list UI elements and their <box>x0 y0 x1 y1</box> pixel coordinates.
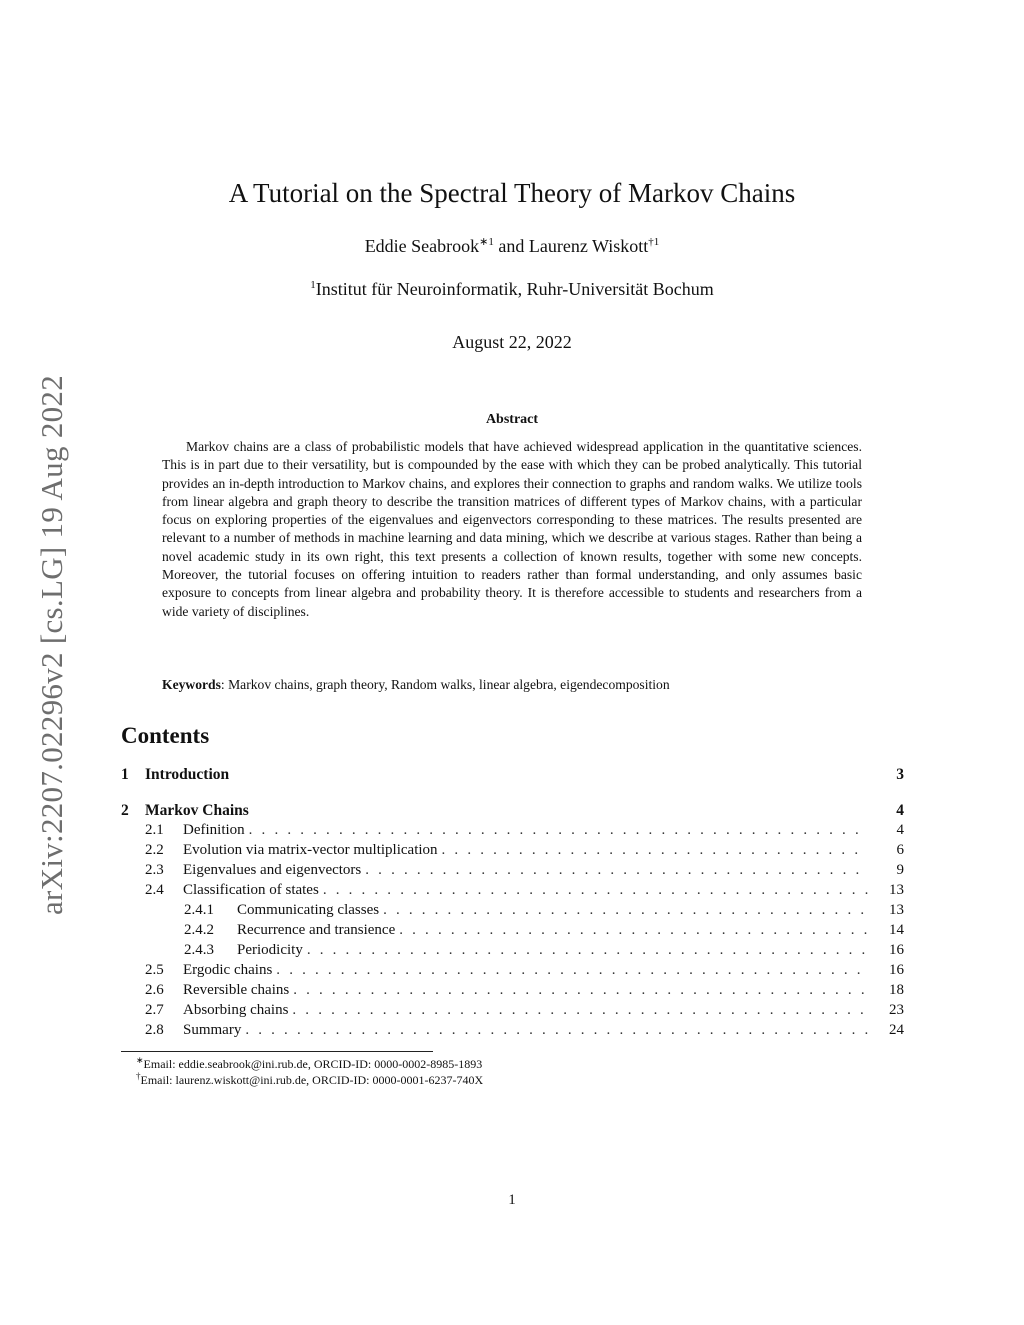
abstract-heading: Abstract <box>485 412 539 427</box>
toc-entry-row[interactable] <box>121 882 904 902</box>
toc-section-number: 2 <box>121 802 129 819</box>
toc-entry-row[interactable] <box>121 1002 904 1022</box>
toc-leader-dots <box>276 962 868 979</box>
author-name: Laurenz Wiskott <box>528 236 649 256</box>
toc-leader-dots <box>293 982 868 999</box>
toc-section-title: Markov Chains <box>145 802 249 819</box>
author-mark: †1 <box>648 236 660 248</box>
toc-section-2 <box>121 802 904 1042</box>
toc-entry-number: 2.2 <box>145 842 164 858</box>
affiliation-text: Institut für Neuroinformatik, Ruhr-Universität Bochum <box>315 279 714 299</box>
footnote <box>136 1056 483 1072</box>
toc-entry-row[interactable] <box>121 862 904 882</box>
toc-entry-title: Ergodic chains <box>183 962 273 978</box>
toc-subentry-row[interactable] <box>121 922 904 942</box>
toc-entry-number: 2.7 <box>145 1002 164 1018</box>
toc-entry-title: Classification of states <box>183 882 319 898</box>
toc-leader-dots <box>383 902 868 919</box>
toc-section-row[interactable] <box>121 802 904 822</box>
toc-section-title: Introduction <box>145 766 230 783</box>
toc-entry-page: 24 <box>889 1022 904 1038</box>
toc-entry-row[interactable] <box>121 1022 904 1042</box>
toc-leader-dots <box>323 882 868 899</box>
keywords-line: Keywords: Markov chains, graph theory, Random walks, linear algebra, eigendecomposition <box>162 677 670 692</box>
keywords-label: Keywords <box>162 677 221 692</box>
footnotes <box>136 1056 483 1088</box>
toc-entry-page: 16 <box>889 962 904 978</box>
toc-entry-page: 6 <box>896 842 904 858</box>
toc-entry-page: 4 <box>896 822 904 838</box>
toc-entry-number: 2.4.1 <box>184 902 214 918</box>
footnote <box>136 1072 483 1088</box>
footnote-text: Email: eddie.seabrook@ini.rub.de, ORCID-ID: 0000-0002-8985-1893 <box>143 1057 483 1071</box>
contents-heading: Contents <box>121 723 210 748</box>
author-line <box>0 236 1024 257</box>
toc-leader-dots <box>442 842 868 859</box>
toc-leader-dots <box>365 862 868 879</box>
toc-entry-page: 14 <box>889 922 904 938</box>
affiliation-mark: 1 <box>310 279 316 291</box>
toc-entry-page: 13 <box>889 902 904 918</box>
toc-entry-number: 2.4 <box>145 882 164 898</box>
paper-date: August 22, 2022 <box>452 332 572 352</box>
arxiv-stamp: arXiv:2207.02296v2 [cs.LG] 19 Aug 2022 <box>34 374 69 916</box>
toc-section-page: 4 <box>896 802 904 819</box>
toc-section-number: 1 <box>121 766 129 783</box>
toc-entry-page: 9 <box>896 862 904 878</box>
toc-entry-number: 2.6 <box>145 982 164 998</box>
toc-section-row[interactable] <box>121 766 904 786</box>
keywords-text: Markov chains, graph theory, Random walks, linear algebra, eigendecomposition <box>228 677 670 692</box>
toc-entry-title: Periodicity <box>237 942 303 958</box>
toc-entry-title: Absorbing chains <box>183 1002 289 1018</box>
toc-entry-page: 18 <box>889 982 904 998</box>
toc-leader-dots <box>292 1002 868 1019</box>
toc-entry-title: Definition <box>183 822 245 838</box>
toc-leader-dots <box>399 922 868 939</box>
author-joiner: and <box>498 236 525 256</box>
toc-leader-dots <box>249 822 868 839</box>
toc-entry-page: 16 <box>889 942 904 958</box>
toc-leader-dots <box>245 1022 868 1039</box>
toc-entry-number: 2.8 <box>145 1022 164 1038</box>
footnote-mark: † <box>136 1071 141 1081</box>
toc-entry-number: 2.4.3 <box>184 942 214 958</box>
toc-entry-title: Eigenvalues and eigenvectors <box>183 862 362 878</box>
abstract-text: Markov chains are a class of probabilistic models that have achieved widespread application in the quantitative sciences. This is in part due to their versatility, but is compounded by the ease with which they can be probed analytically. This tutorial provides an in-depth introduction to Markov chains, and explores their connection to graphs and random walks. We utilize tools from linear algebra and graph theory to describe the transition matrices of different types of Markov chains, with a particular focus on exploring properties of the eigenvalues and eigenvectors corresponding to these matrices. The results presented are relevant to a number of methods in machine learning and data mining, which we describe at various stages. Rather than being a novel academic study in its own right, this text presents a collection of known results, together with some new concepts. Moreover, the tutorial focuses on offering intuition to readers rather than formal understanding, and only assumes basic exposure to concepts from linear algebra and probability theory. It is therefore accessible to students and researchers from a wide variety of disciplines. <box>162 439 862 619</box>
toc-entry-title: Summary <box>183 1022 242 1038</box>
toc-entry-row[interactable] <box>121 822 904 842</box>
toc-entry-row[interactable] <box>121 842 904 862</box>
author-mark: ∗1 <box>479 236 494 248</box>
toc-entry-number: 2.1 <box>145 822 164 838</box>
toc-entry-title: Recurrence and transience <box>237 922 396 938</box>
author-name: Eddie Seabrook <box>364 236 480 256</box>
toc-leader-dots <box>307 942 868 959</box>
toc-entry-page: 13 <box>889 882 904 898</box>
toc-section-page: 3 <box>896 766 904 783</box>
toc-entry-number: 2.3 <box>145 862 164 878</box>
toc-entry-row[interactable] <box>121 962 904 982</box>
toc-entry-row[interactable] <box>121 982 904 1002</box>
toc-entry-title: Evolution via matrix-vector multiplication <box>183 842 438 858</box>
footnote-rule <box>121 1051 433 1052</box>
page-number: 1 <box>508 1192 516 1208</box>
toc-entry-number: 2.5 <box>145 962 164 978</box>
toc-entry-page: 23 <box>889 1002 904 1018</box>
footnote-mark: ∗ <box>136 1055 144 1065</box>
toc-entry-number: 2.4.2 <box>184 922 214 938</box>
toc-entry-title: Reversible chains <box>183 982 290 998</box>
paper-title: A Tutorial on the Spectral Theory of Markov Chains <box>228 178 796 208</box>
footnote-text: Email: laurenz.wiskott@ini.rub.de, ORCID-ID: 0000-0001-6237-740X <box>140 1073 484 1087</box>
toc-subentry-row[interactable] <box>121 942 904 962</box>
affiliation <box>0 279 1024 300</box>
toc-section-1 <box>121 766 904 786</box>
toc-entry-title: Communicating classes <box>237 902 380 918</box>
toc-subentry-row[interactable] <box>121 902 904 922</box>
